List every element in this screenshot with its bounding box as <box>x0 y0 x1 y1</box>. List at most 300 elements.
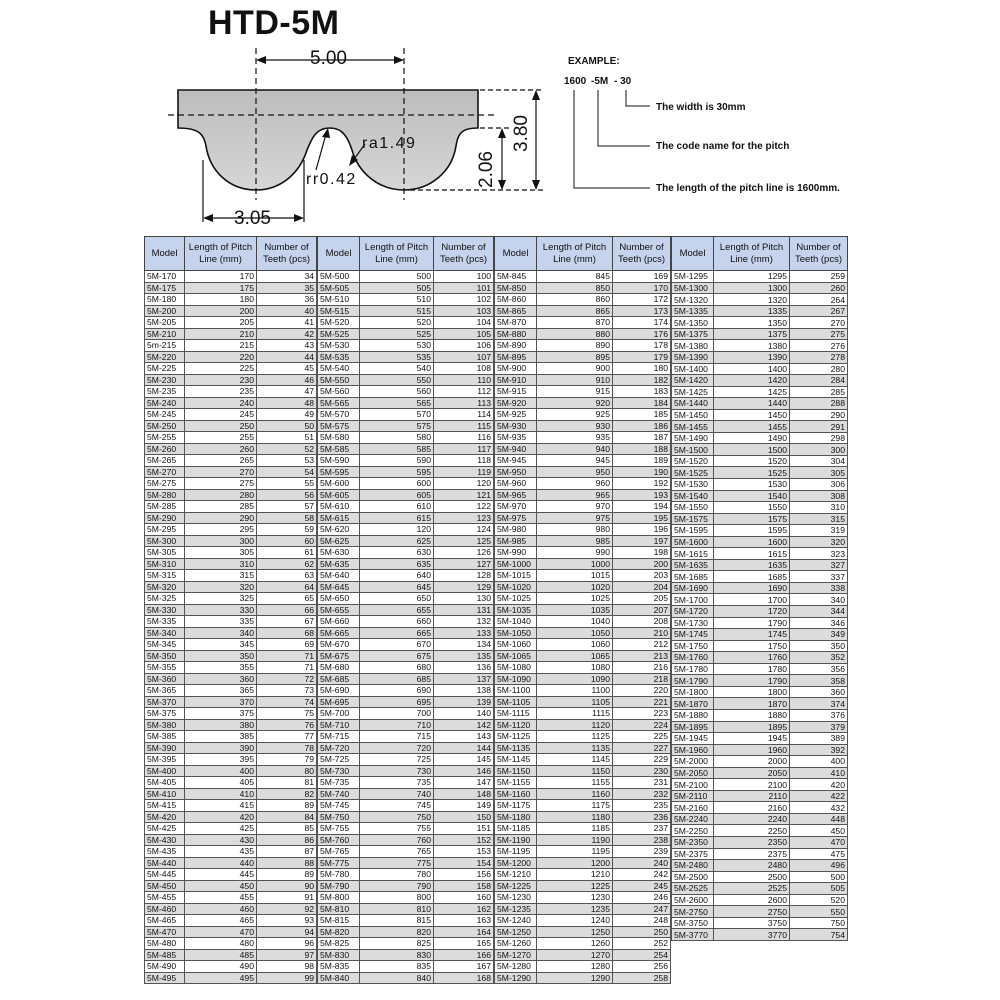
length-cell: 170 <box>185 271 257 283</box>
model-cell: 5M-1425 <box>672 386 714 398</box>
length-cell: 290 <box>185 512 257 524</box>
table-row <box>145 846 317 858</box>
model-cell: 5M-450 <box>145 880 185 892</box>
pitch-dimension: 5.00 <box>310 48 347 69</box>
model-cell: 5M-775 <box>318 857 360 869</box>
table-row <box>145 432 317 444</box>
table-row <box>318 282 494 294</box>
length-cell: 1500 <box>714 444 790 456</box>
teeth-cell: 189 <box>613 455 671 467</box>
length-cell: 575 <box>360 420 434 432</box>
header-model: Model <box>145 237 185 271</box>
length-cell: 1190 <box>537 834 613 846</box>
length-cell: 495 <box>185 972 257 984</box>
teeth-cell: 250 <box>613 926 671 938</box>
teeth-cell: 112 <box>434 386 494 398</box>
length-cell: 990 <box>537 547 613 559</box>
model-cell: 5M-1145 <box>495 754 537 766</box>
teeth-cell: 264 <box>790 294 848 306</box>
table-row <box>495 581 671 593</box>
teeth-cell: 304 <box>790 455 848 467</box>
model-cell: 5M-330 <box>145 604 185 616</box>
length-cell: 735 <box>360 777 434 789</box>
teeth-cell: 80 <box>257 765 317 777</box>
model-cell: 5M-180 <box>145 294 185 306</box>
example-code-pitch: -5M <box>591 76 609 87</box>
model-cell: 5M-1040 <box>495 616 537 628</box>
teeth-cell: 123 <box>434 512 494 524</box>
table-row <box>672 594 848 606</box>
teeth-cell: 356 <box>790 663 848 675</box>
table-row <box>145 731 317 743</box>
model-cell: 5M-780 <box>318 869 360 881</box>
model-cell: 5M-455 <box>145 892 185 904</box>
model-cell: 5M-520 <box>318 317 360 329</box>
spec-table-1 <box>144 236 317 984</box>
table-row <box>318 892 494 904</box>
length-cell: 690 <box>360 685 434 697</box>
length-cell: 1780 <box>714 663 790 675</box>
length-cell: 1420 <box>714 375 790 387</box>
teeth-cell: 305 <box>790 467 848 479</box>
teeth-cell <box>790 951 848 962</box>
example-code-width: - 30 <box>614 76 632 87</box>
length-cell: 960 <box>537 478 613 490</box>
example-length-note: The length of the pitch line is 1600mm. <box>656 183 840 194</box>
model-cell: 5M-1250 <box>495 926 537 938</box>
model-cell: 5M-410 <box>145 788 185 800</box>
length-cell: 2050 <box>714 767 790 779</box>
length-cell: 975 <box>537 512 613 524</box>
table-row <box>495 765 671 777</box>
teeth-cell: 245 <box>613 880 671 892</box>
table-row <box>495 754 671 766</box>
length-cell: 320 <box>185 581 257 593</box>
model-cell: 5M-630 <box>318 547 360 559</box>
model-cell: 5M-815 <box>318 915 360 927</box>
teeth-cell: 93 <box>257 915 317 927</box>
length-cell: 315 <box>185 570 257 582</box>
teeth-cell: 204 <box>613 581 671 593</box>
teeth-cell: 410 <box>790 767 848 779</box>
table-row <box>145 880 317 892</box>
length-cell: 515 <box>360 305 434 317</box>
model-cell: 5M-810 <box>318 903 360 915</box>
teeth-cell: 298 <box>790 432 848 444</box>
belt-profile-diagram <box>0 0 560 236</box>
length-cell: 1870 <box>714 698 790 710</box>
teeth-cell: 57 <box>257 501 317 513</box>
teeth-cell: 60 <box>257 535 317 547</box>
length-cell: 585 <box>360 443 434 455</box>
model-cell: 5M-1115 <box>495 708 537 720</box>
model-cell: 5M-440 <box>145 857 185 869</box>
table-row <box>318 524 494 536</box>
teeth-cell: 252 <box>613 938 671 950</box>
teeth-cell: 124 <box>434 524 494 536</box>
model-cell: 5M-655 <box>318 604 360 616</box>
length-cell: 390 <box>185 742 257 754</box>
length-cell: 840 <box>360 972 434 984</box>
teeth-cell: 270 <box>790 317 848 329</box>
table-row <box>495 811 671 823</box>
table-row <box>318 938 494 950</box>
table-row <box>672 548 848 560</box>
model-cell: 5M-1025 <box>495 593 537 605</box>
example-code-length: 1600 <box>564 76 587 87</box>
teeth-cell: 220 <box>613 685 671 697</box>
table-row <box>145 972 317 984</box>
teeth-cell: 188 <box>613 443 671 455</box>
model-cell: 5M-1440 <box>672 398 714 410</box>
length-cell: 1210 <box>537 869 613 881</box>
table-row <box>145 282 317 294</box>
length-cell: 500 <box>360 271 434 283</box>
header-model: Model <box>495 237 537 271</box>
length-cell: 340 <box>185 627 257 639</box>
length-cell: 800 <box>360 892 434 904</box>
model-cell: 5M-690 <box>318 685 360 697</box>
teeth-cell: 236 <box>613 811 671 823</box>
table-row <box>672 767 848 779</box>
teeth-cell: 106 <box>434 340 494 352</box>
table-row <box>318 673 494 685</box>
length-cell: 1235 <box>537 903 613 915</box>
length-cell: 715 <box>360 731 434 743</box>
length-cell: 1290 <box>537 972 613 984</box>
teeth-cell: 327 <box>790 559 848 571</box>
teeth-cell: 376 <box>790 709 848 721</box>
model-cell: 5M-900 <box>495 363 537 375</box>
table-row <box>318 846 494 858</box>
table-row <box>145 397 317 409</box>
model-cell: 5M-570 <box>318 409 360 421</box>
teeth-cell: 352 <box>790 652 848 664</box>
model-cell: 5M-375 <box>145 708 185 720</box>
model-cell: 5M-1080 <box>495 662 537 674</box>
model-cell: 5M-605 <box>318 489 360 501</box>
table-row <box>318 386 494 398</box>
model-cell: 5M-890 <box>495 340 537 352</box>
length-cell: 1790 <box>714 617 790 629</box>
rr-dimension: rr0.42 <box>306 171 357 188</box>
model-cell: 5M-1350 <box>672 317 714 329</box>
length-cell: 895 <box>537 351 613 363</box>
teeth-cell: 195 <box>613 512 671 524</box>
length-cell: 1060 <box>537 639 613 651</box>
length-cell: 1225 <box>537 880 613 892</box>
length-cell: 335 <box>185 616 257 628</box>
length-cell: 1185 <box>537 823 613 835</box>
teeth-cell: 152 <box>434 834 494 846</box>
model-cell: 5M-1380 <box>672 340 714 352</box>
model-cell: 5M-730 <box>318 765 360 777</box>
table-row <box>495 420 671 432</box>
model-cell: 5M-575 <box>318 420 360 432</box>
table-row <box>145 650 317 662</box>
table-row <box>318 777 494 789</box>
table-row <box>672 802 848 814</box>
model-cell: 5M-825 <box>318 938 360 950</box>
length-cell: 1120 <box>537 719 613 731</box>
table-row <box>495 328 671 340</box>
model-cell: 5M-485 <box>145 949 185 961</box>
table-row <box>145 719 317 731</box>
table-row <box>318 570 494 582</box>
model-cell: 5M-760 <box>318 834 360 846</box>
length-cell: 675 <box>360 650 434 662</box>
length-cell: 435 <box>185 846 257 858</box>
teeth-cell: 160 <box>434 892 494 904</box>
length-cell: 485 <box>185 949 257 961</box>
table-row <box>318 328 494 340</box>
header-length: Length of Pitch Line (mm) <box>185 237 257 271</box>
model-cell: 5M-1880 <box>672 709 714 721</box>
model-cell: 5M-415 <box>145 800 185 812</box>
table-row <box>145 915 317 927</box>
length-cell: 1260 <box>537 938 613 950</box>
length-cell: 1540 <box>714 490 790 502</box>
length-cell: 310 <box>185 558 257 570</box>
teeth-cell: 260 <box>790 282 848 294</box>
model-cell: 5M-745 <box>318 800 360 812</box>
teeth-cell: 212 <box>613 639 671 651</box>
table-row <box>145 386 317 398</box>
teeth-cell: 315 <box>790 513 848 525</box>
teeth-cell: 258 <box>613 972 671 984</box>
table-row <box>145 938 317 950</box>
model-cell: 5M-315 <box>145 570 185 582</box>
length-cell: 395 <box>185 754 257 766</box>
table-row <box>672 652 848 664</box>
teeth-cell: 247 <box>613 903 671 915</box>
table-row <box>672 973 848 984</box>
teeth-cell: 174 <box>613 317 671 329</box>
model-cell: 5M-2050 <box>672 767 714 779</box>
length-cell: 1390 <box>714 352 790 364</box>
teeth-cell: 187 <box>613 432 671 444</box>
table-row <box>145 593 317 605</box>
length-cell: 1375 <box>714 328 790 340</box>
table-row <box>318 478 494 490</box>
model-cell: 5M-830 <box>318 949 360 961</box>
teeth-cell: 224 <box>613 719 671 731</box>
table-row <box>495 432 671 444</box>
length-cell: 1600 <box>714 536 790 548</box>
table-row <box>495 892 671 904</box>
table-row <box>145 443 317 455</box>
model-cell: 5M-1300 <box>672 282 714 294</box>
teeth-cell: 133 <box>434 627 494 639</box>
length-cell: 780 <box>360 869 434 881</box>
model-cell: 5M-230 <box>145 374 185 386</box>
table-row <box>145 317 317 329</box>
table-row <box>672 686 848 698</box>
length-cell: 590 <box>360 455 434 467</box>
model-cell: 5M-595 <box>318 466 360 478</box>
table-row <box>495 961 671 973</box>
length-cell: 565 <box>360 397 434 409</box>
teeth-cell: 107 <box>434 351 494 363</box>
teeth-cell: 176 <box>613 328 671 340</box>
model-cell: 5M-1280 <box>495 961 537 973</box>
length-cell: 1145 <box>537 754 613 766</box>
model-cell: 5M-385 <box>145 731 185 743</box>
model-cell: 5M-345 <box>145 639 185 651</box>
model-cell: 5M-985 <box>495 535 537 547</box>
model-cell: 5M-990 <box>495 547 537 559</box>
teeth-cell: 84 <box>257 811 317 823</box>
table-row <box>495 271 671 283</box>
table-row <box>495 501 671 513</box>
length-cell: 660 <box>360 616 434 628</box>
table-row <box>672 721 848 733</box>
model-cell: 5M-1230 <box>495 892 537 904</box>
teeth-cell: 88 <box>257 857 317 869</box>
teeth-cell: 267 <box>790 305 848 317</box>
model-cell: 5M-1100 <box>495 685 537 697</box>
table-row <box>318 271 494 283</box>
teeth-cell: 162 <box>434 903 494 915</box>
table-row <box>145 351 317 363</box>
table-row <box>318 765 494 777</box>
length-cell: 415 <box>185 800 257 812</box>
length-cell: 535 <box>360 351 434 363</box>
length-cell: 1280 <box>537 961 613 973</box>
teeth-cell: 142 <box>434 719 494 731</box>
table-row <box>672 409 848 421</box>
model-cell: 5M-175 <box>145 282 185 294</box>
teeth-cell: 139 <box>434 696 494 708</box>
length-cell: 945 <box>537 455 613 467</box>
teeth-cell: 131 <box>434 604 494 616</box>
table-row <box>672 675 848 687</box>
teeth-cell: 275 <box>790 328 848 340</box>
table-row <box>672 709 848 721</box>
length-cell: 1800 <box>714 686 790 698</box>
table-row <box>672 352 848 364</box>
length-cell: 1595 <box>714 525 790 537</box>
table-row <box>145 512 317 524</box>
length-cell <box>714 940 790 951</box>
table-row <box>145 788 317 800</box>
table-row <box>495 834 671 846</box>
length-cell: 900 <box>537 363 613 375</box>
teeth-cell: 225 <box>613 731 671 743</box>
length-cell: 970 <box>537 501 613 513</box>
table-row <box>672 432 848 444</box>
teeth-cell: 169 <box>613 271 671 283</box>
teeth-cell: 358 <box>790 675 848 687</box>
length-cell: 1240 <box>537 915 613 927</box>
teeth-cell: 90 <box>257 880 317 892</box>
table-row <box>495 926 671 938</box>
teeth-cell: 278 <box>790 352 848 364</box>
length-cell: 300 <box>185 535 257 547</box>
length-cell: 1270 <box>537 949 613 961</box>
teeth-cell: 136 <box>434 662 494 674</box>
table-row <box>495 662 671 674</box>
table-row <box>318 972 494 984</box>
table-row <box>318 604 494 616</box>
teeth-cell: 67 <box>257 616 317 628</box>
teeth-cell: 130 <box>434 593 494 605</box>
teeth-cell: 43 <box>257 340 317 352</box>
length-cell: 1685 <box>714 571 790 583</box>
teeth-cell: 210 <box>613 627 671 639</box>
teeth-cell: 144 <box>434 742 494 754</box>
length-cell: 1230 <box>537 892 613 904</box>
model-cell: 5M-445 <box>145 869 185 881</box>
teeth-cell: 44 <box>257 351 317 363</box>
model-cell: 5M-715 <box>318 731 360 743</box>
table-row <box>145 570 317 582</box>
length-cell: 205 <box>185 317 257 329</box>
model-cell: 5M-260 <box>145 443 185 455</box>
table-row <box>672 663 848 675</box>
teeth-cell: 55 <box>257 478 317 490</box>
model-cell: 5M-700 <box>318 708 360 720</box>
table-row <box>318 489 494 501</box>
table-row <box>495 823 671 835</box>
table-row <box>318 581 494 593</box>
teeth-cell: 77 <box>257 731 317 743</box>
model-cell: 5M-860 <box>495 294 537 306</box>
teeth-cell: 137 <box>434 673 494 685</box>
teeth-cell: 232 <box>613 788 671 800</box>
table-row <box>672 871 848 883</box>
model-cell: 5M-670 <box>318 639 360 651</box>
model-cell: 5M-585 <box>318 443 360 455</box>
table-row <box>318 432 494 444</box>
table-row <box>145 869 317 881</box>
model-cell: 5M-1540 <box>672 490 714 502</box>
teeth-cell: 422 <box>790 790 848 802</box>
teeth-cell: 205 <box>613 593 671 605</box>
model-cell: 5M-1635 <box>672 559 714 571</box>
table-row <box>672 513 848 525</box>
table-row <box>672 860 848 872</box>
model-cell: 5M-1240 <box>495 915 537 927</box>
table-row <box>318 409 494 421</box>
table-row <box>318 305 494 317</box>
table-row <box>145 547 317 559</box>
length-cell: 380 <box>185 719 257 731</box>
length-cell: 1180 <box>537 811 613 823</box>
model-cell: 5M-275 <box>145 478 185 490</box>
teeth-cell: 94 <box>257 926 317 938</box>
teeth-cell: 35 <box>257 282 317 294</box>
model-cell: 5M-510 <box>318 294 360 306</box>
model-cell: 5M-245 <box>145 409 185 421</box>
table-row <box>145 420 317 432</box>
teeth-cell: 323 <box>790 548 848 560</box>
teeth-cell: 259 <box>790 271 848 283</box>
teeth-cell: 198 <box>613 547 671 559</box>
length-cell: 2525 <box>714 883 790 895</box>
length-cell: 265 <box>185 455 257 467</box>
table-row <box>495 351 671 363</box>
length-cell: 400 <box>185 765 257 777</box>
model-cell: 5M-495 <box>145 972 185 984</box>
model-cell: 5M-970 <box>495 501 537 513</box>
table-row <box>318 535 494 547</box>
table-row <box>495 880 671 892</box>
teeth-cell: 110 <box>434 374 494 386</box>
length-cell: 635 <box>360 558 434 570</box>
teeth-cell: 47 <box>257 386 317 398</box>
length-cell: 1945 <box>714 733 790 745</box>
